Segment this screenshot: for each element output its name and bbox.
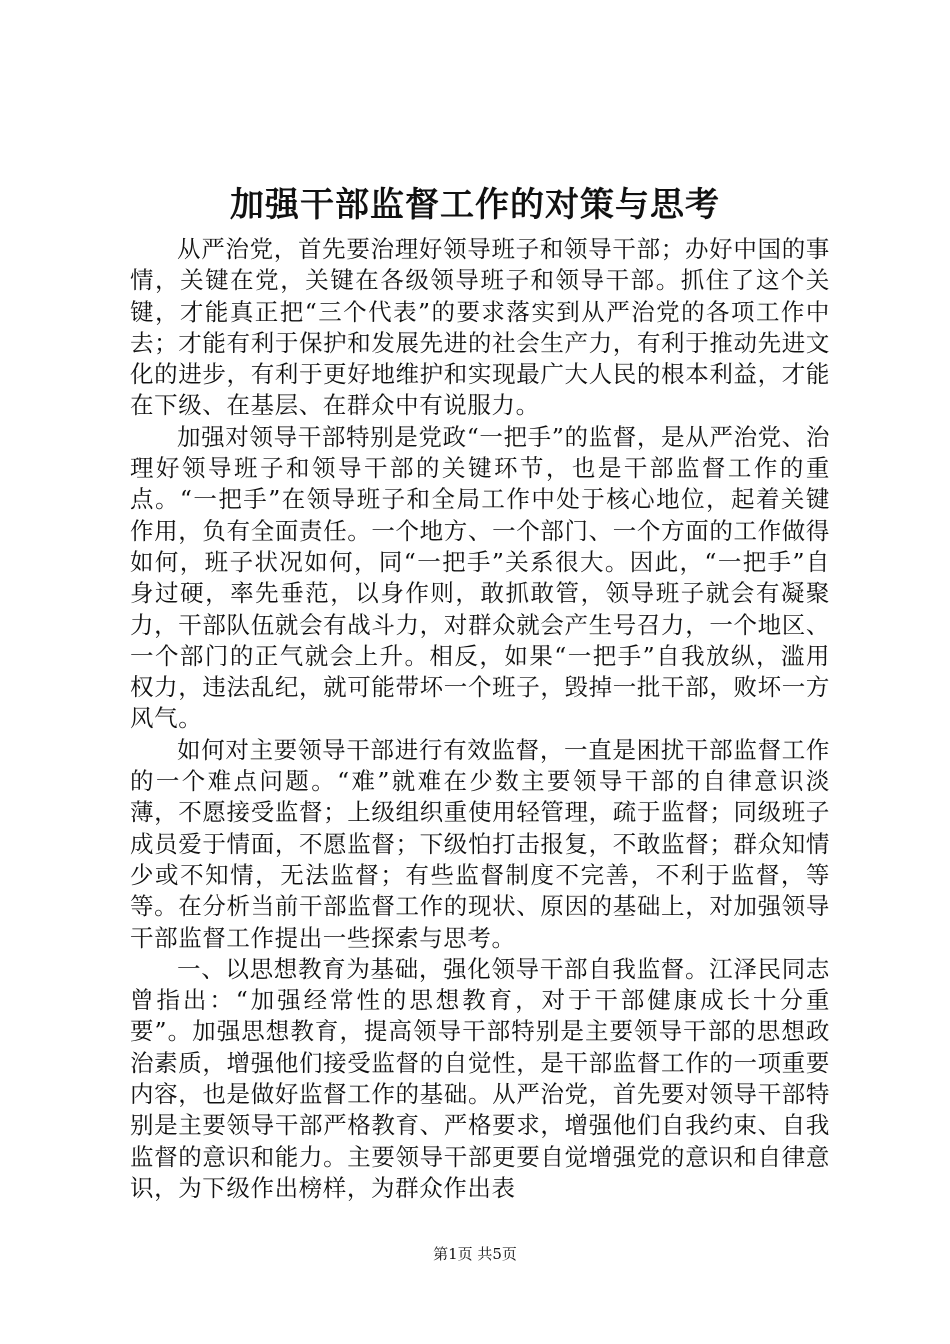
document-title: 加强干部监督工作的对策与思考 [230,185,720,225]
paragraph: 如何对主要领导干部进行有效监督，一直是困扰干部监督工作的一个难点问题。“难”就难在少数主要领导干部的自律意识淡薄，不愿接受监督；上级组织重使用轻管理，疏于监督；同级班子成员爱于情面，不愿监督；下级怕打击报复，不敢监督；群众知情少或不知情，无法监督；有些监督制度不完善，不利于监督，等等。在分析当前干部监督工作的现状、原因的基础上，对加强领导干部监督工作提出一些探索与思考。 [130,735,830,952]
paragraph: 加强对领导干部特别是党政“一把手”的监督，是从严治党、治理好领导班子和领导干部的关键环节，也是干部监督工作的重点。“一把手”在领导班子和全局工作中处于核心地位，起着关键作用，负有全面责任。一个地方、一个部门、一个方面的工作做得如何，班子状况如何，同“一把手”关系很大。因此，“一把手”自身过硬，率先垂范，以身作则，敢抓敢管，领导班子就会有凝聚力，干部队伍就会有战斗力，对群众就会产生号召力，一个地区、一个部门的正气就会上升。相反，如果“一把手”自我放纵，滥用权力，违法乱纪，就可能带坏一个班子，毁掉一批干部，败坏一方风气。 [130,422,830,733]
document-body [130,234,830,1204]
page-number-footer: 第1页 共5页 [433,1245,517,1263]
paragraph: 从严治党，首先要治理好领导班子和领导干部；办好中国的事情，关键在党，关键在各级领导班子和领导干部。抓住了这个关键，才能真正把“三个代表”的要求落实到从严治党的各项工作中去；才能有利于保护和发展先进的社会生产力，有利于推动先进文化的进步，有利于更好地维护和实现最广大人民的根本利益，才能在下级、在基层、在群众中有说服力。 [130,235,830,420]
paragraph: 一、以思想教育为基础，强化领导干部自我监督。江泽民同志曾指出：“加强经常性的思想教育，对于干部健康成长十分重要”。加强思想教育，提高领导干部特别是主要领导干部的思想政治素质，增强他们接受监督的自觉性，是干部监督工作的一项重要内容，也是做好监督工作的基础。从严治党，首先要对领导干部特别是主要领导干部严格教育、严格要求，增强他们自我约束、自我监督的意识和能力。主要领导干部更要自觉增强党的意识和自律意识，为下级作出榜样，为群众作出表 [130,954,830,1202]
